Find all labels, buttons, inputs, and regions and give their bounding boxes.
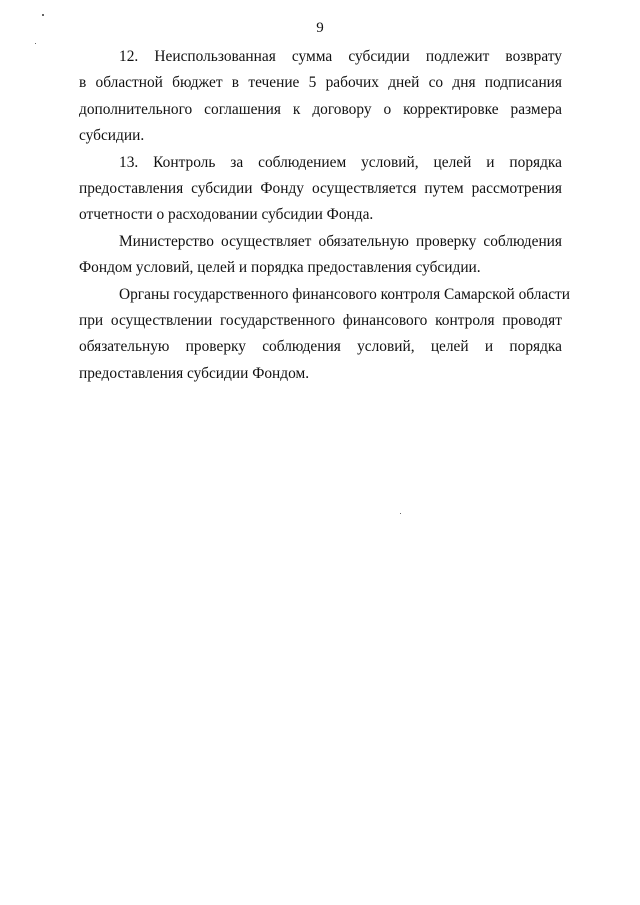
paragraph-12 [79,44,562,150]
text-line: при осуществлении государственного финансового контроля проводят [79,311,562,329]
page-number: 9 [316,20,324,36]
text-line: Органы государственного финансового контроля Самарской области [119,285,571,303]
text-line: отчетности о расходовании субсидии Фонда. [79,206,374,224]
document-body [79,44,571,387]
text-line: дополнительного соглашения к договору о корректировке размера [79,100,562,118]
text-line: субсидии. [79,127,145,145]
scan-speck [400,513,401,514]
paragraph-control-bodies [79,282,571,388]
text-line: предоставления субсидии Фонду осуществляется путем рассмотрения [79,179,562,197]
paragraph-ministry [79,229,562,282]
text-line: 13. Контроль за соблюдением условий, целей и порядка [119,153,562,171]
scan-speck [42,14,44,16]
text-line: предоставления субсидии Фондом. [79,364,310,382]
scan-speck [35,43,36,44]
text-line: Фондом условий, целей и порядка предоставления субсидии. [79,259,481,277]
text-line: в областной бюджет в течение 5 рабочих дней со дня подписания [79,74,562,92]
text-line: обязательную проверку соблюдения условий, целей и порядка [79,338,562,356]
text-line: Министерство осуществляет обязательную проверку соблюдения [119,232,562,250]
paragraph-13 [79,150,562,229]
text-line: 12. Неиспользованная сумма субсидии подлежит возврату [119,48,562,65]
